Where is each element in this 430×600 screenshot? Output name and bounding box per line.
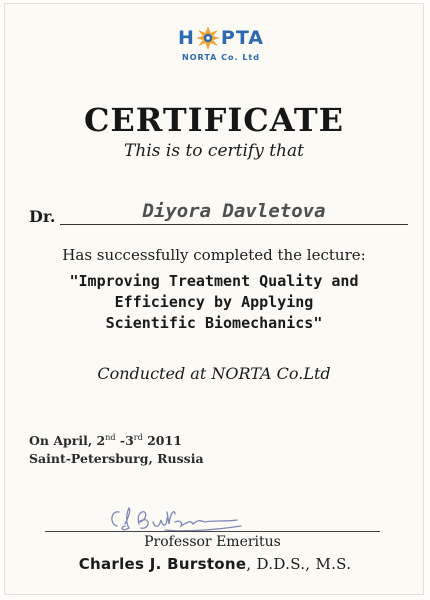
event-date — [29, 429, 204, 450]
date-suffix: nd — [105, 433, 116, 442]
completed-text: Has successfully completed the lecture: — [62, 246, 366, 264]
lecture-title-line: Efficiency by Applying — [114, 293, 314, 311]
logo-wordmark — [161, 26, 281, 50]
lecture-title-line: Scientific Biomechanics" — [105, 314, 323, 332]
recipient-name: Diyora Davletova — [142, 200, 326, 222]
norta-logo — [161, 26, 281, 76]
lecture-title — [15, 271, 413, 334]
certify-text: This is to certify that — [124, 141, 304, 161]
signature-line — [45, 531, 380, 532]
star-icon — [196, 26, 220, 50]
logo-word-right: PTA — [220, 27, 265, 49]
logo-word-left: H — [177, 27, 195, 49]
date-part: On April, 2 — [29, 433, 106, 449]
signatory-name-text: Charles J. Burstone — [78, 555, 247, 573]
date-part: -3 — [115, 433, 134, 449]
name-underline — [60, 224, 408, 225]
certificate-title: CERTIFICATE — [83, 101, 345, 139]
lecture-title-line: "Improving Treatment Quality and — [69, 272, 359, 290]
signatory-name — [25, 555, 405, 573]
date-suffix: rd — [133, 433, 143, 442]
signatory-title: Professor Emeritus — [144, 534, 281, 550]
conducted-text: Conducted at NORTA Co.Ltd — [97, 364, 331, 383]
certificate-sheet — [4, 3, 424, 595]
event-details — [29, 429, 204, 468]
signatory-credentials: , D.D.S., M.S. — [246, 555, 352, 573]
logo-subtitle: NORTA Co. Ltd — [182, 53, 260, 62]
date-year: 2011 — [142, 433, 182, 449]
event-location: Saint-Petersburg, Russia — [29, 451, 204, 467]
dr-prefix: Dr. — [29, 207, 56, 226]
